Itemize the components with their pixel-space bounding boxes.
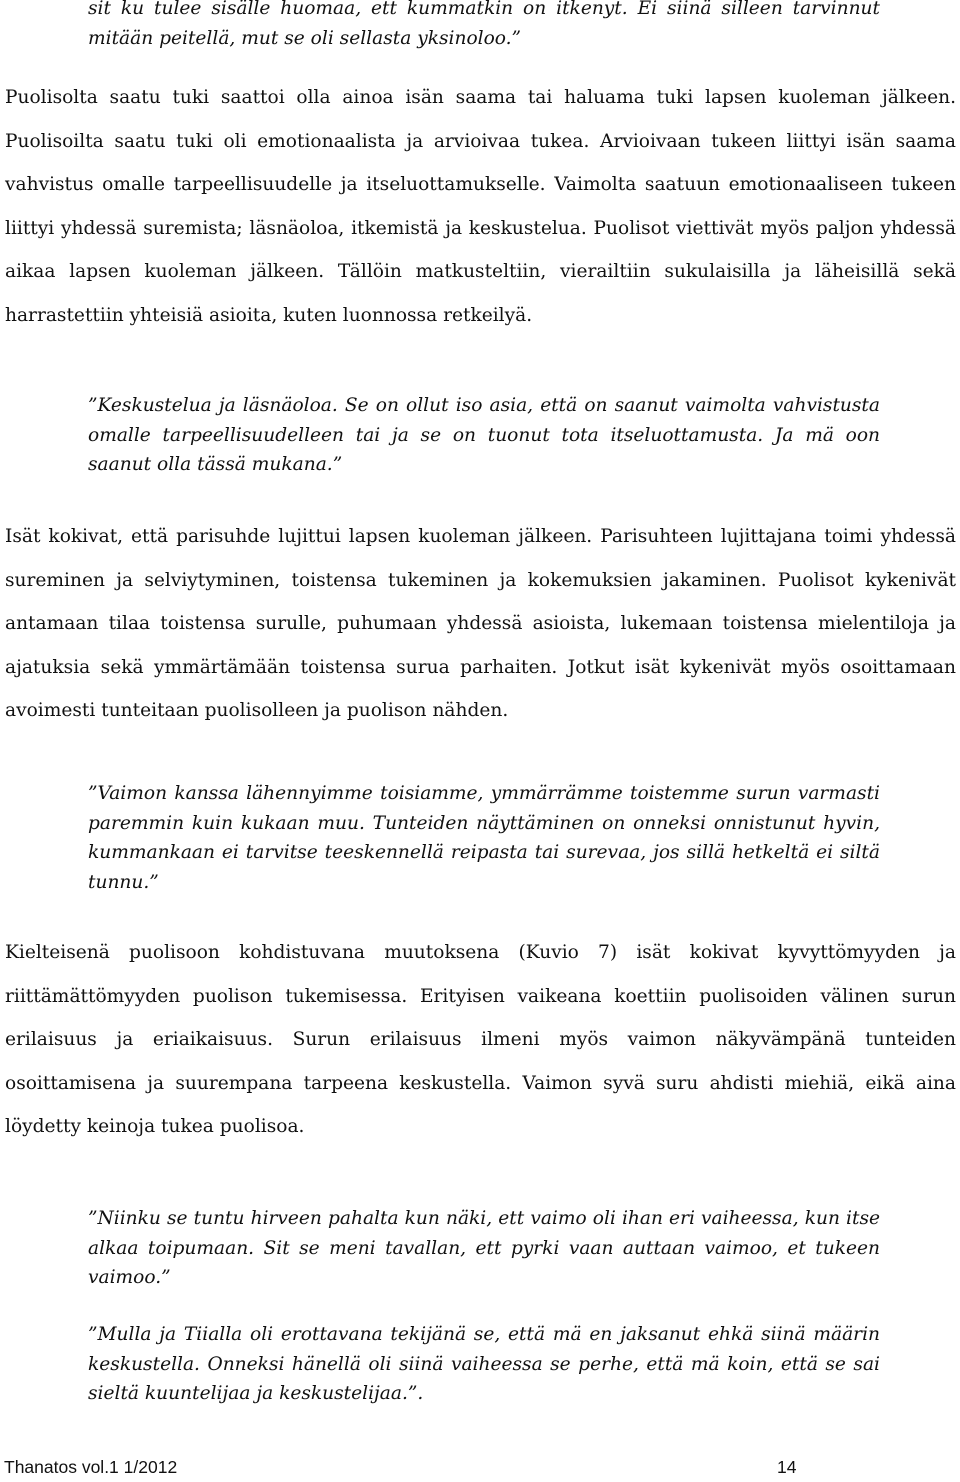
- footer-page-number: 14: [777, 1457, 797, 1477]
- quote-2: ”Keskustelua ja läsnäoloa. Se on ollut iso asia, että on saanut vaimolta vahvistusta omalle tarpeellisuudelleen tai ja se on tuonut tota itseluottamusta. Ja mä oon saanut olla tässä mukana.”: [88, 395, 880, 475]
- paragraph-2: Isät kokivat, että parisuhde lujittui lapsen kuoleman jälkeen. Parisuhteen lujittajana toimi yhdessä sureminen ja selviytyminen, toistensa tukeminen ja kokemuksien jakaminen. Puolisot kykenivät antamaan tilaa toistensa surulle, puhumaan yhdessä asioista, lukemaan toistensa mielentiloja ja ajatuksia sekä ymmärtämään toistensa surua parhaiten. Jotkut isät kykenivät myös osoittamaan avoimesti tunteitaan puolisolleen ja puolison nähden.: [5, 526, 956, 722]
- quote-3: ”Vaimon kanssa lähennyimme toisiamme, ymmärrämme toistemme surun varmasti paremmin kuin kukaan muu. Tunteiden näyttäminen on onneksi onnistunut hyvin, kummankaan ei tarvitse teeskennellä reipasta tai surevaa, jos sillä hetkeltä ei siltä tunnu.”: [88, 783, 880, 893]
- quote-1: sit ku tulee sisälle huomaa, ett kummatkin on itkenyt. Ei siinä silleen tarvinnut mitään peitellä, mut se oli sellasta yksinoloo.”: [88, 0, 880, 49]
- quote-5: ”Mulla ja Tiialla oli erottavana tekijänä se, että mä en jaksanut ehkä siinä määrin keskustella. Onneksi hänellä oli siinä vaiheessa se perhe, että mä koin, että se sai sieltä kuuntelijaa ja keskustelijaa.”.: [88, 1324, 880, 1404]
- footer-journal: Thanatos vol.1 1/2012: [4, 1457, 178, 1477]
- paragraph-1: Puolisolta saatu tuki saattoi olla ainoa isän saama tai haluama tuki lapsen kuoleman jälkeen. Puolisoilta saatu tuki oli emotionaalista ja arvioivaa tukea. Arvioivaan tukeen liittyi isän saama vahvistus omalle tarpeellisuudelle ja itseluottamukselle. Vaimolta saatuun emotionaaliseen tukeen liittyi yhdessä suremista; läsnäoloa, itkemistä ja keskustelua. Puolisot viettivät myös paljon yhdessä aikaa lapsen kuoleman jälkeen. Tällöin matkusteltiin, vierailtiin sukulaisilla ja läheisillä sekä harrastettiin yhteisiä asioita, kuten luonnossa retkeilyä.: [5, 87, 956, 326]
- quote-4: ”Niinku se tuntu hirveen pahalta kun näki, ett vaimo oli ihan eri vaiheessa, kun itse alkaa toipumaan. Sit se meni tavallan, ett pyrki vaan auttaan vaimoo, et tukeen vaimoo.”: [88, 1208, 880, 1288]
- paragraph-3: Kielteisenä puolisoon kohdistuvana muutoksena (Kuvio 7) isät kokivat kyvyttömyyden ja riittämättömyyden puolison tukemisessa. Erityisen vaikeana koettiin puolisoiden välinen surun erilaisuus ja eriaikaisuus. Surun erilaisuus ilmeni myös vaimon näkyvämpänä tunteiden osoittamisena ja suurempana tarpeena keskustella. Vaimon syvä suru ahdisti miehiä, eikä aina löydetty keinoja tukea puolisoa.: [5, 942, 956, 1138]
